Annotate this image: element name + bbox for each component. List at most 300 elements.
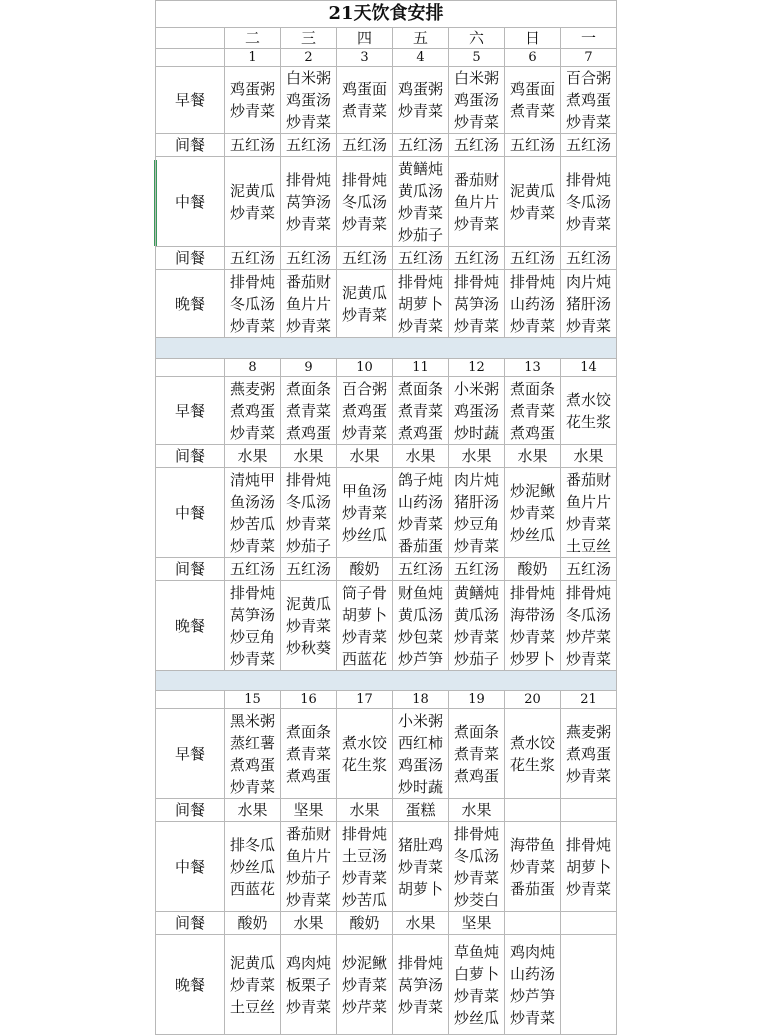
dish-item: 炒青菜 — [229, 536, 275, 555]
day-number: 21 — [561, 691, 617, 709]
dish-item: 炒丝瓜 — [229, 857, 275, 876]
dish-item: 炒青菜 — [229, 423, 275, 442]
breakfast-row — [156, 709, 617, 799]
snack-cell — [505, 799, 561, 822]
dish-item: 煮鸡蛋 — [566, 744, 612, 763]
dish-item: 炒青菜 — [229, 777, 275, 796]
dish-item: 炒青菜 — [509, 857, 555, 876]
snack-cell: 水果 — [225, 445, 281, 468]
row-label-blank — [156, 49, 225, 67]
day-number: 8 — [225, 359, 281, 377]
snack-cell: 五红汤 — [337, 247, 393, 270]
week-separator — [156, 671, 617, 691]
snack-cell: 酸奶 — [505, 558, 561, 581]
dish-item: 泥黄瓜 — [509, 181, 555, 200]
breakfast-cell — [505, 67, 561, 134]
dish-item: 煮青菜 — [285, 401, 331, 420]
dish-item: 番茄财 — [566, 470, 612, 489]
dish-item: 炒青菜 — [509, 316, 555, 335]
breakfast-cell — [449, 709, 505, 799]
dish-item: 煮鸡蛋 — [566, 91, 612, 109]
dinner-cell — [225, 581, 281, 671]
dish-item: 猪肝汤 — [453, 492, 499, 511]
dish-item: 西蓝花 — [341, 649, 387, 668]
dinner-cell — [337, 270, 393, 338]
dish-item: 煮面条 — [509, 379, 555, 398]
dish-item: 筒子骨 — [341, 583, 387, 602]
snack-cell: 蛋糕 — [393, 799, 449, 822]
dish-item: 炒青菜 — [285, 214, 331, 233]
dish-item: 煮面条 — [285, 722, 331, 741]
snack-cell: 五红汤 — [449, 247, 505, 270]
dish-item: 番茄蛋 — [509, 879, 555, 898]
dish-item: 黄鳝炖 — [397, 159, 443, 178]
dish-item: 炒青菜 — [341, 305, 387, 324]
meal-plan-sheet — [155, 0, 616, 1030]
snack1-row — [156, 445, 617, 468]
snack-label: 间餐 — [156, 912, 225, 935]
week-separator-cell — [156, 671, 617, 691]
dish-item: 鸡蛋汤 — [453, 401, 499, 420]
day-number: 19 — [449, 691, 505, 709]
dish-item: 冬瓜汤 — [229, 294, 275, 313]
breakfast-cell — [393, 377, 449, 445]
snack-cell: 五红汤 — [393, 247, 449, 270]
dinner-cell — [337, 581, 393, 671]
dinner-cell — [449, 581, 505, 671]
dish-item: 黄瓜汤 — [453, 605, 499, 624]
day-number: 14 — [561, 359, 617, 377]
dish-item: 炒秋葵 — [285, 638, 331, 657]
dish-item: 排骨炖 — [509, 583, 555, 602]
dish-item: 煮鸡蛋 — [341, 401, 387, 420]
dish-item: 排骨炖 — [341, 824, 387, 843]
dish-item: 炒青菜 — [285, 316, 331, 335]
dish-item: 炒茭白 — [453, 890, 499, 909]
dish-item: 炒青菜 — [453, 214, 499, 233]
breakfast-label: 早餐 — [156, 709, 225, 799]
breakfast-cell — [281, 67, 337, 134]
dinner-label: 晚餐 — [156, 270, 225, 338]
dish-item: 海带汤 — [509, 605, 555, 624]
dish-item: 黄鳝炖 — [453, 583, 499, 602]
dish-item: 鸽子炖 — [397, 470, 443, 489]
snack-cell: 水果 — [281, 445, 337, 468]
dish-item: 炒茄子 — [453, 649, 499, 668]
dish-item: 鸡蛋汤 — [397, 755, 443, 774]
dish-item: 胡萝卜 — [397, 294, 443, 313]
week-separator — [156, 338, 617, 359]
dish-item: 炒青菜 — [397, 102, 443, 120]
breakfast-cell — [225, 709, 281, 799]
dish-item: 肉片炖 — [453, 470, 499, 489]
day-number: 2 — [281, 49, 337, 67]
day-number: 7 — [561, 49, 617, 67]
dish-item: 炒丝瓜 — [341, 525, 387, 544]
breakfast-cell — [561, 377, 617, 445]
dish-item: 炒青菜 — [397, 316, 443, 335]
dish-item: 小米粥 — [453, 379, 499, 398]
dish-item: 白萝卜 — [453, 964, 499, 983]
dish-item: 煮鸡蛋 — [509, 423, 555, 442]
snack2-row — [156, 558, 617, 581]
dish-item: 炒泥鳅 — [509, 481, 555, 500]
dish-item: 胡萝卜 — [566, 857, 612, 876]
dish-item: 鱼汤汤 — [229, 492, 275, 511]
dish-item: 白米粥 — [285, 69, 331, 87]
day-number: 16 — [281, 691, 337, 709]
dish-item: 炒青菜 — [341, 627, 387, 646]
weekday-header: 一 — [561, 28, 617, 49]
dish-item: 土豆丝 — [566, 536, 612, 555]
dish-item: 炒苦瓜 — [229, 514, 275, 533]
lunch-row — [156, 822, 617, 912]
lunch-cell — [505, 822, 561, 912]
dish-item: 炒青菜 — [566, 766, 612, 785]
dish-item: 炒青菜 — [285, 514, 331, 533]
dish-item: 煮青菜 — [509, 401, 555, 420]
breakfast-cell — [281, 709, 337, 799]
dish-item: 番茄财 — [453, 170, 499, 189]
day-number-row — [156, 691, 617, 709]
dish-item: 炒青菜 — [566, 879, 612, 898]
dish-item: 板栗子 — [285, 975, 331, 994]
dish-item: 炒茄子 — [397, 225, 443, 244]
dish-item: 炒青菜 — [341, 975, 387, 994]
dish-item: 炒时蔬 — [397, 777, 443, 796]
day-number: 10 — [337, 359, 393, 377]
breakfast-cell — [225, 67, 281, 134]
lunch-cell — [281, 468, 337, 558]
breakfast-cell — [561, 67, 617, 134]
day-number: 15 — [225, 691, 281, 709]
dish-item: 小米粥 — [397, 711, 443, 730]
snack2-row — [156, 912, 617, 935]
day-number: 20 — [505, 691, 561, 709]
dish-item: 泥黄瓜 — [341, 283, 387, 302]
lunch-label: 中餐 — [156, 468, 225, 558]
lunch-row — [156, 157, 617, 247]
dish-item: 炒青菜 — [341, 423, 387, 442]
dish-item: 煮面条 — [453, 722, 499, 741]
dish-item: 花生浆 — [341, 755, 387, 774]
dinner-cell — [505, 581, 561, 671]
dish-item: 炒青菜 — [229, 102, 275, 120]
dinner-cell — [393, 270, 449, 338]
dish-item: 排骨炖 — [397, 272, 443, 291]
weekday-header: 六 — [449, 28, 505, 49]
dinner-cell — [505, 935, 561, 1035]
dish-item: 排骨炖 — [229, 583, 275, 602]
lunch-label: 中餐 — [156, 157, 225, 247]
snack-cell: 五红汤 — [225, 558, 281, 581]
snack-cell: 水果 — [337, 799, 393, 822]
breakfast-cell — [337, 709, 393, 799]
dish-item: 白米粥 — [453, 69, 499, 87]
breakfast-row — [156, 67, 617, 134]
snack-cell — [561, 799, 617, 822]
day-number: 17 — [337, 691, 393, 709]
dish-item: 鸡蛋面 — [509, 80, 555, 98]
breakfast-cell — [337, 67, 393, 134]
dish-item: 花生浆 — [566, 412, 612, 431]
dish-item: 甲鱼汤 — [341, 481, 387, 500]
day-number: 5 — [449, 49, 505, 67]
dish-item: 冬瓜汤 — [341, 192, 387, 211]
dinner-cell — [225, 935, 281, 1035]
breakfast-cell — [281, 377, 337, 445]
snack-cell: 坚果 — [281, 799, 337, 822]
weekday-header: 二 — [225, 28, 281, 49]
dish-item: 排骨炖 — [285, 170, 331, 189]
snack1-row — [156, 134, 617, 157]
dish-item: 土豆汤 — [341, 846, 387, 865]
dish-item: 鸡肉炖 — [509, 942, 555, 961]
breakfast-cell — [393, 67, 449, 134]
lunch-cell — [281, 822, 337, 912]
dish-item: 炒青菜 — [509, 627, 555, 646]
dish-item: 百合粥 — [341, 379, 387, 398]
dish-item: 炒青菜 — [285, 890, 331, 909]
dish-item: 猪肚鸡 — [397, 835, 443, 854]
dish-item: 山药汤 — [397, 492, 443, 511]
dish-item: 鱼片片 — [566, 492, 612, 511]
dish-item: 排骨炖 — [229, 272, 275, 291]
dish-item: 清炖甲 — [229, 470, 275, 489]
lunch-cell — [337, 822, 393, 912]
dish-item: 草鱼炖 — [453, 942, 499, 961]
day-number: 11 — [393, 359, 449, 377]
dish-item: 鸡蛋粥 — [397, 80, 443, 98]
dish-item: 鸡蛋粥 — [229, 80, 275, 98]
dish-item: 莴笋汤 — [453, 294, 499, 313]
dish-item: 排骨炖 — [453, 272, 499, 291]
dish-item: 排冬瓜 — [229, 835, 275, 854]
lunch-cell — [225, 822, 281, 912]
snack-cell: 水果 — [561, 445, 617, 468]
snack-cell: 水果 — [449, 799, 505, 822]
dish-item: 番茄蛋 — [397, 536, 443, 555]
day-number: 6 — [505, 49, 561, 67]
dish-item: 冬瓜汤 — [285, 492, 331, 511]
snack-cell: 五红汤 — [281, 134, 337, 157]
weekday-row — [156, 28, 617, 49]
corner-cell — [156, 28, 225, 49]
dish-item: 炒青菜 — [509, 503, 555, 522]
snack-cell: 坚果 — [449, 912, 505, 935]
dish-item: 土豆丝 — [229, 997, 275, 1016]
dinner-cell — [393, 935, 449, 1035]
breakfast-cell — [561, 709, 617, 799]
dish-item: 炒泥鳅 — [341, 953, 387, 972]
snack-cell: 水果 — [393, 912, 449, 935]
dish-item: 煮青菜 — [509, 102, 555, 120]
dish-item: 煮水饺 — [509, 733, 555, 752]
dinner-cell — [561, 935, 617, 1035]
snack-cell: 五红汤 — [505, 247, 561, 270]
snack-label: 间餐 — [156, 558, 225, 581]
breakfast-cell — [449, 67, 505, 134]
dish-item: 炒青菜 — [341, 868, 387, 887]
dish-item: 鱼片片 — [285, 294, 331, 313]
dish-item: 黄瓜汤 — [397, 605, 443, 624]
dish-item: 冬瓜汤 — [566, 192, 612, 211]
snack-cell: 五红汤 — [281, 558, 337, 581]
lunch-cell — [561, 157, 617, 247]
snack-cell: 水果 — [505, 445, 561, 468]
snack1-row — [156, 799, 617, 822]
breakfast-cell — [449, 377, 505, 445]
dish-item: 炒芹菜 — [341, 997, 387, 1016]
snack-cell: 五红汤 — [505, 134, 561, 157]
dish-item: 鸡蛋汤 — [453, 91, 499, 109]
dish-item: 炒青菜 — [509, 1008, 555, 1027]
dish-item: 泥黄瓜 — [229, 181, 275, 200]
dinner-cell — [561, 581, 617, 671]
dish-item: 炒豆角 — [453, 514, 499, 533]
snack-cell: 五红汤 — [561, 558, 617, 581]
snack-cell: 五红汤 — [561, 134, 617, 157]
dinner-cell — [505, 270, 561, 338]
lunch-cell — [505, 468, 561, 558]
dinner-cell — [449, 270, 505, 338]
dinner-row — [156, 581, 617, 671]
breakfast-cell — [225, 377, 281, 445]
dish-item: 鸡肉炖 — [285, 953, 331, 972]
dish-item: 炒青菜 — [229, 203, 275, 222]
snack2-row — [156, 247, 617, 270]
snack-cell: 五红汤 — [337, 134, 393, 157]
dish-item: 排骨炖 — [397, 953, 443, 972]
snack-cell: 酸奶 — [225, 912, 281, 935]
day-number-row — [156, 49, 617, 67]
dish-item: 炒芹菜 — [566, 627, 612, 646]
lunch-cell — [393, 822, 449, 912]
dinner-cell — [449, 935, 505, 1035]
dish-item: 炒青菜 — [397, 857, 443, 876]
snack-cell: 水果 — [393, 445, 449, 468]
lunch-cell — [393, 157, 449, 247]
dish-item: 西蓝花 — [229, 879, 275, 898]
dish-item: 炒豆角 — [229, 627, 275, 646]
dish-item: 排骨炖 — [566, 583, 612, 602]
day-number: 3 — [337, 49, 393, 67]
dish-item: 花生浆 — [509, 755, 555, 774]
dish-item: 炒茄子 — [285, 868, 331, 887]
lunch-label: 中餐 — [156, 822, 225, 912]
dish-item: 炒青菜 — [566, 113, 612, 131]
dish-item: 排骨炖 — [453, 824, 499, 843]
dish-item: 煮鸡蛋 — [453, 766, 499, 785]
lunch-cell — [225, 157, 281, 247]
dish-item: 炒青菜 — [566, 214, 612, 233]
lunch-row — [156, 468, 617, 558]
dish-item: 炒青菜 — [397, 203, 443, 222]
dish-item: 炒丝瓜 — [453, 1008, 499, 1027]
snack-label: 间餐 — [156, 247, 225, 270]
snack-cell: 水果 — [281, 912, 337, 935]
snack-cell: 五红汤 — [449, 558, 505, 581]
lunch-cell — [225, 468, 281, 558]
dish-item: 肉片炖 — [566, 272, 612, 291]
dish-item: 炒青菜 — [285, 997, 331, 1016]
snack-cell: 酸奶 — [337, 912, 393, 935]
dish-item: 泥黄瓜 — [285, 594, 331, 613]
weekday-header: 四 — [337, 28, 393, 49]
dish-item: 海带鱼 — [509, 835, 555, 854]
lunch-cell — [393, 468, 449, 558]
dish-item: 冬瓜汤 — [566, 605, 612, 624]
day-number: 4 — [393, 49, 449, 67]
dinner-cell — [281, 935, 337, 1035]
dish-item: 炒青菜 — [229, 975, 275, 994]
weekday-header: 五 — [393, 28, 449, 49]
dish-item: 炒青菜 — [397, 997, 443, 1016]
dish-item: 煮面条 — [285, 379, 331, 398]
dish-item: 炒青菜 — [341, 214, 387, 233]
dinner-cell — [225, 270, 281, 338]
row-label-blank — [156, 691, 225, 709]
snack-cell: 水果 — [225, 799, 281, 822]
dish-item: 黄瓜汤 — [397, 181, 443, 200]
lunch-cell — [337, 157, 393, 247]
lunch-cell — [505, 157, 561, 247]
dish-item: 炒茄子 — [285, 536, 331, 555]
lunch-cell — [281, 157, 337, 247]
page-title: 21天饮食安排 — [156, 1, 617, 28]
dish-item: 泥黄瓜 — [229, 953, 275, 972]
dinner-cell — [281, 270, 337, 338]
dish-item: 炒苦瓜 — [341, 890, 387, 909]
dish-item: 排骨炖 — [566, 835, 612, 854]
snack-cell: 五红汤 — [393, 558, 449, 581]
dinner-cell — [281, 581, 337, 671]
dish-item: 胡萝卜 — [397, 879, 443, 898]
dish-item: 炒青菜 — [397, 514, 443, 533]
breakfast-label: 早餐 — [156, 67, 225, 134]
dish-item: 炒青菜 — [453, 986, 499, 1005]
dish-item: 煮鸡蛋 — [285, 766, 331, 785]
dish-item: 莴笋汤 — [229, 605, 275, 624]
dish-item: 财鱼炖 — [397, 583, 443, 602]
lunch-cell — [561, 468, 617, 558]
lunch-cell — [449, 822, 505, 912]
dish-item: 煮鸡蛋 — [285, 423, 331, 442]
dish-item: 鸡蛋面 — [341, 80, 387, 98]
dish-item: 鱼片片 — [453, 192, 499, 211]
snack-cell: 五红汤 — [281, 247, 337, 270]
dish-item: 莴笋汤 — [285, 192, 331, 211]
dish-item: 番茄财 — [285, 272, 331, 291]
weekday-header: 日 — [505, 28, 561, 49]
snack-cell — [505, 912, 561, 935]
dish-item: 炒青菜 — [341, 503, 387, 522]
dish-item: 煮青菜 — [453, 744, 499, 763]
dish-item: 排骨炖 — [285, 470, 331, 489]
breakfast-cell — [505, 709, 561, 799]
dish-item: 炒罗卜 — [509, 649, 555, 668]
dish-item: 山药汤 — [509, 294, 555, 313]
day-number: 12 — [449, 359, 505, 377]
snack-label: 间餐 — [156, 134, 225, 157]
dish-item: 猪肝汤 — [566, 294, 612, 313]
snack-cell: 五红汤 — [449, 134, 505, 157]
breakfast-row — [156, 377, 617, 445]
dish-item: 炒青菜 — [453, 316, 499, 335]
dinner-row — [156, 270, 617, 338]
dish-item: 炒芦笋 — [509, 986, 555, 1005]
weekday-header: 三 — [281, 28, 337, 49]
